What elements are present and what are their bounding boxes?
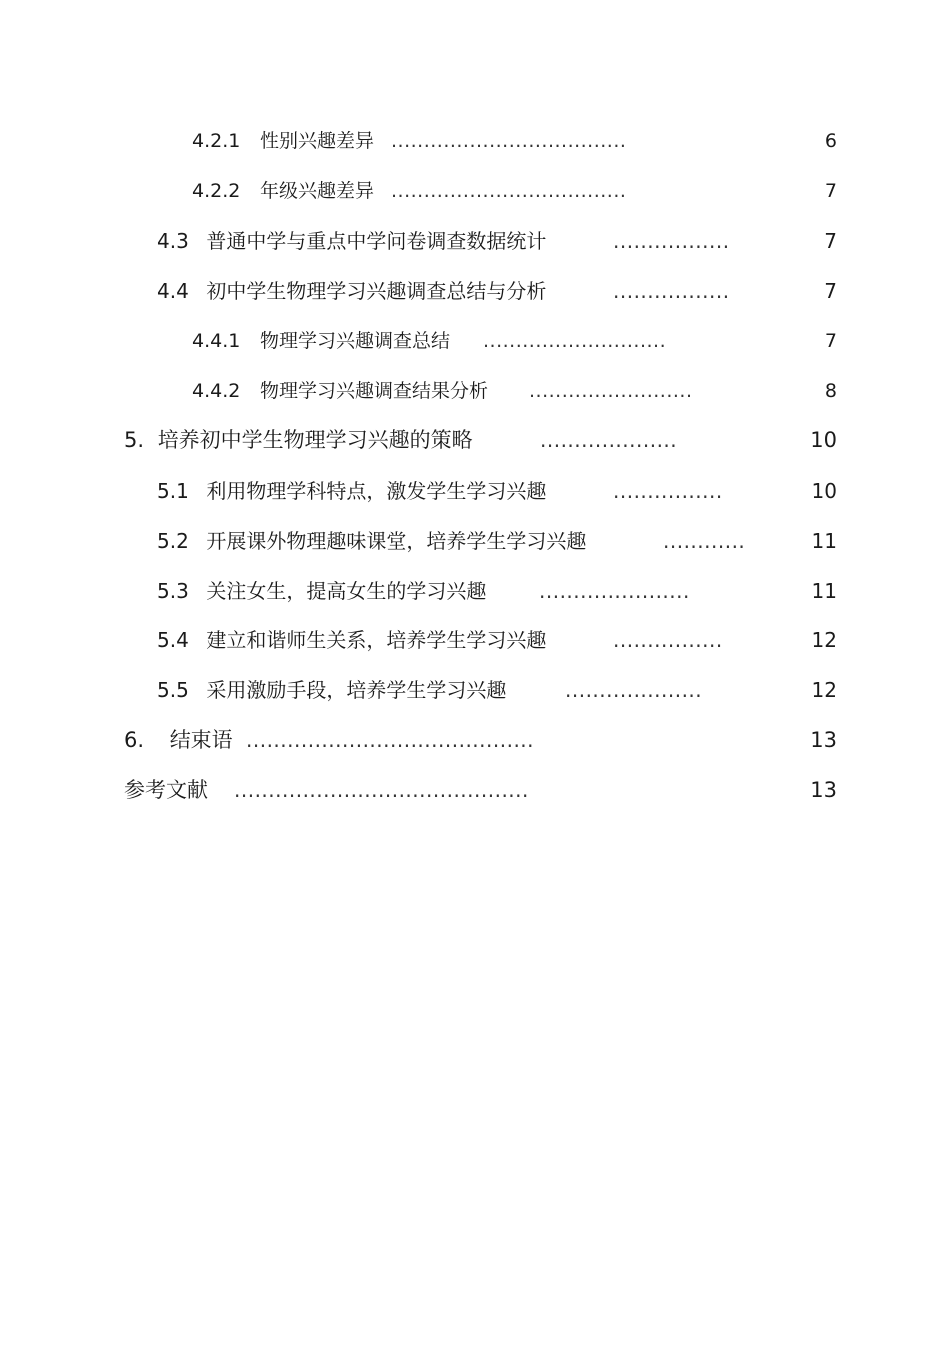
toc-entry-page-number: 10 [810, 428, 837, 452]
toc-entry-number: 4.2.1 [192, 130, 241, 152]
toc-entry-leader: ......................... [529, 380, 693, 402]
toc-entry-title: 培养初中学生物理学习兴趣的策略 [157, 428, 473, 452]
toc-entry-page-number: 13 [810, 728, 837, 752]
toc-entry-title: 建立和谐师生关系，培养学生学习兴趣 [206, 628, 547, 652]
toc-entry-page-number: 12 [811, 678, 837, 702]
toc-entry-leader: .................... [540, 428, 678, 452]
toc-entry-5[interactable] [124, 425, 842, 455]
toc-entry-4-4-2[interactable] [192, 376, 842, 406]
toc-entry-leader: ............ [663, 529, 746, 553]
toc-entry-number: 5.3 [157, 579, 189, 603]
toc-entry-title: 关注女生，提高女生的学习兴趣 [206, 579, 487, 603]
toc-entry-title: 采用激励手段，培养学生学习兴趣 [206, 678, 507, 702]
toc-entry-4-2-1[interactable] [192, 126, 842, 156]
toc-entry-page-number: 7 [824, 279, 837, 303]
toc-entry-page-number: 11 [811, 579, 837, 603]
toc-entry-leader: .................... [565, 678, 703, 702]
toc-entry-title: 参考文献 [124, 778, 208, 802]
toc-entry-number: 6. [124, 728, 145, 752]
toc-entry-5-1[interactable] [157, 476, 842, 506]
toc-entry-title: 物理学习兴趣调查结果分析 [260, 380, 489, 402]
toc-entry-leader: ................ [613, 479, 723, 503]
toc-entry-number: 5.5 [157, 678, 189, 702]
toc-entry-leader: ................. [613, 229, 730, 253]
toc-entry-leader: ................ [613, 628, 723, 652]
toc-entry-number: 4.4.1 [192, 330, 241, 352]
toc-entry-title: 结束语 [169, 728, 233, 752]
toc-entry-number: 5.2 [157, 529, 189, 553]
toc-entry-page-number: 10 [811, 479, 837, 503]
toc-entry-title: 物理学习兴趣调查总结 [260, 330, 451, 352]
toc-entry-title: 年级兴趣差异 [260, 180, 375, 202]
toc-entry-title: 开展课外物理趣味课堂，培养学生学习兴趣 [206, 529, 587, 553]
toc-entry-page-number: 12 [811, 628, 837, 652]
toc-entry-leader: ................. [613, 279, 730, 303]
toc-entry-leader: .......................................... [246, 728, 535, 752]
toc-entry-number: 5.1 [157, 479, 189, 503]
toc-entry-4-4-1[interactable] [192, 326, 842, 356]
toc-entry-leader: .................................... [391, 130, 627, 152]
toc-entry-title: 初中学生物理学习兴趣调查总结与分析 [206, 279, 547, 303]
toc-entry-page-number: 7 [824, 229, 837, 253]
toc-entry-references[interactable] [124, 775, 842, 805]
toc-entry-number: 5. [124, 428, 145, 452]
toc-entry-number: 4.4 [157, 279, 189, 303]
toc-entry-page-number: 7 [824, 180, 837, 202]
toc-entry-5-5[interactable] [157, 675, 842, 705]
toc-entry-leader: .................................... [391, 180, 627, 202]
toc-entry-5-4[interactable] [157, 625, 842, 655]
toc-entry-leader: ...................... [539, 579, 690, 603]
toc-entry-page-number: 8 [824, 380, 837, 402]
toc-entry-title: 性别兴趣差异 [260, 130, 375, 152]
toc-entry-5-3[interactable] [157, 576, 842, 606]
toc-entry-page-number: 6 [824, 130, 837, 152]
toc-entry-page-number: 13 [810, 778, 837, 802]
toc-entry-title: 利用物理学科特点，激发学生学习兴趣 [206, 479, 547, 503]
toc-entry-page-number: 7 [824, 330, 837, 352]
toc-entry-5-2[interactable] [157, 526, 842, 556]
toc-entry-number: 5.4 [157, 628, 189, 652]
toc-entry-6[interactable] [124, 725, 842, 755]
toc-entry-4-4[interactable] [157, 276, 842, 306]
toc-entry-number: 4.2.2 [192, 180, 241, 202]
toc-entry-4-2-2[interactable] [192, 176, 842, 206]
toc-entry-page-number: 11 [811, 529, 837, 553]
toc-entry-number: 4.3 [157, 229, 189, 253]
toc-entry-leader: ........................................... [234, 778, 529, 802]
toc-entry-leader: ............................ [483, 330, 667, 352]
toc-entry-4-3[interactable] [157, 226, 842, 256]
toc-entry-title: 普通中学与重点中学问卷调查数据统计 [206, 229, 547, 253]
toc-entry-number: 4.4.2 [192, 380, 241, 402]
